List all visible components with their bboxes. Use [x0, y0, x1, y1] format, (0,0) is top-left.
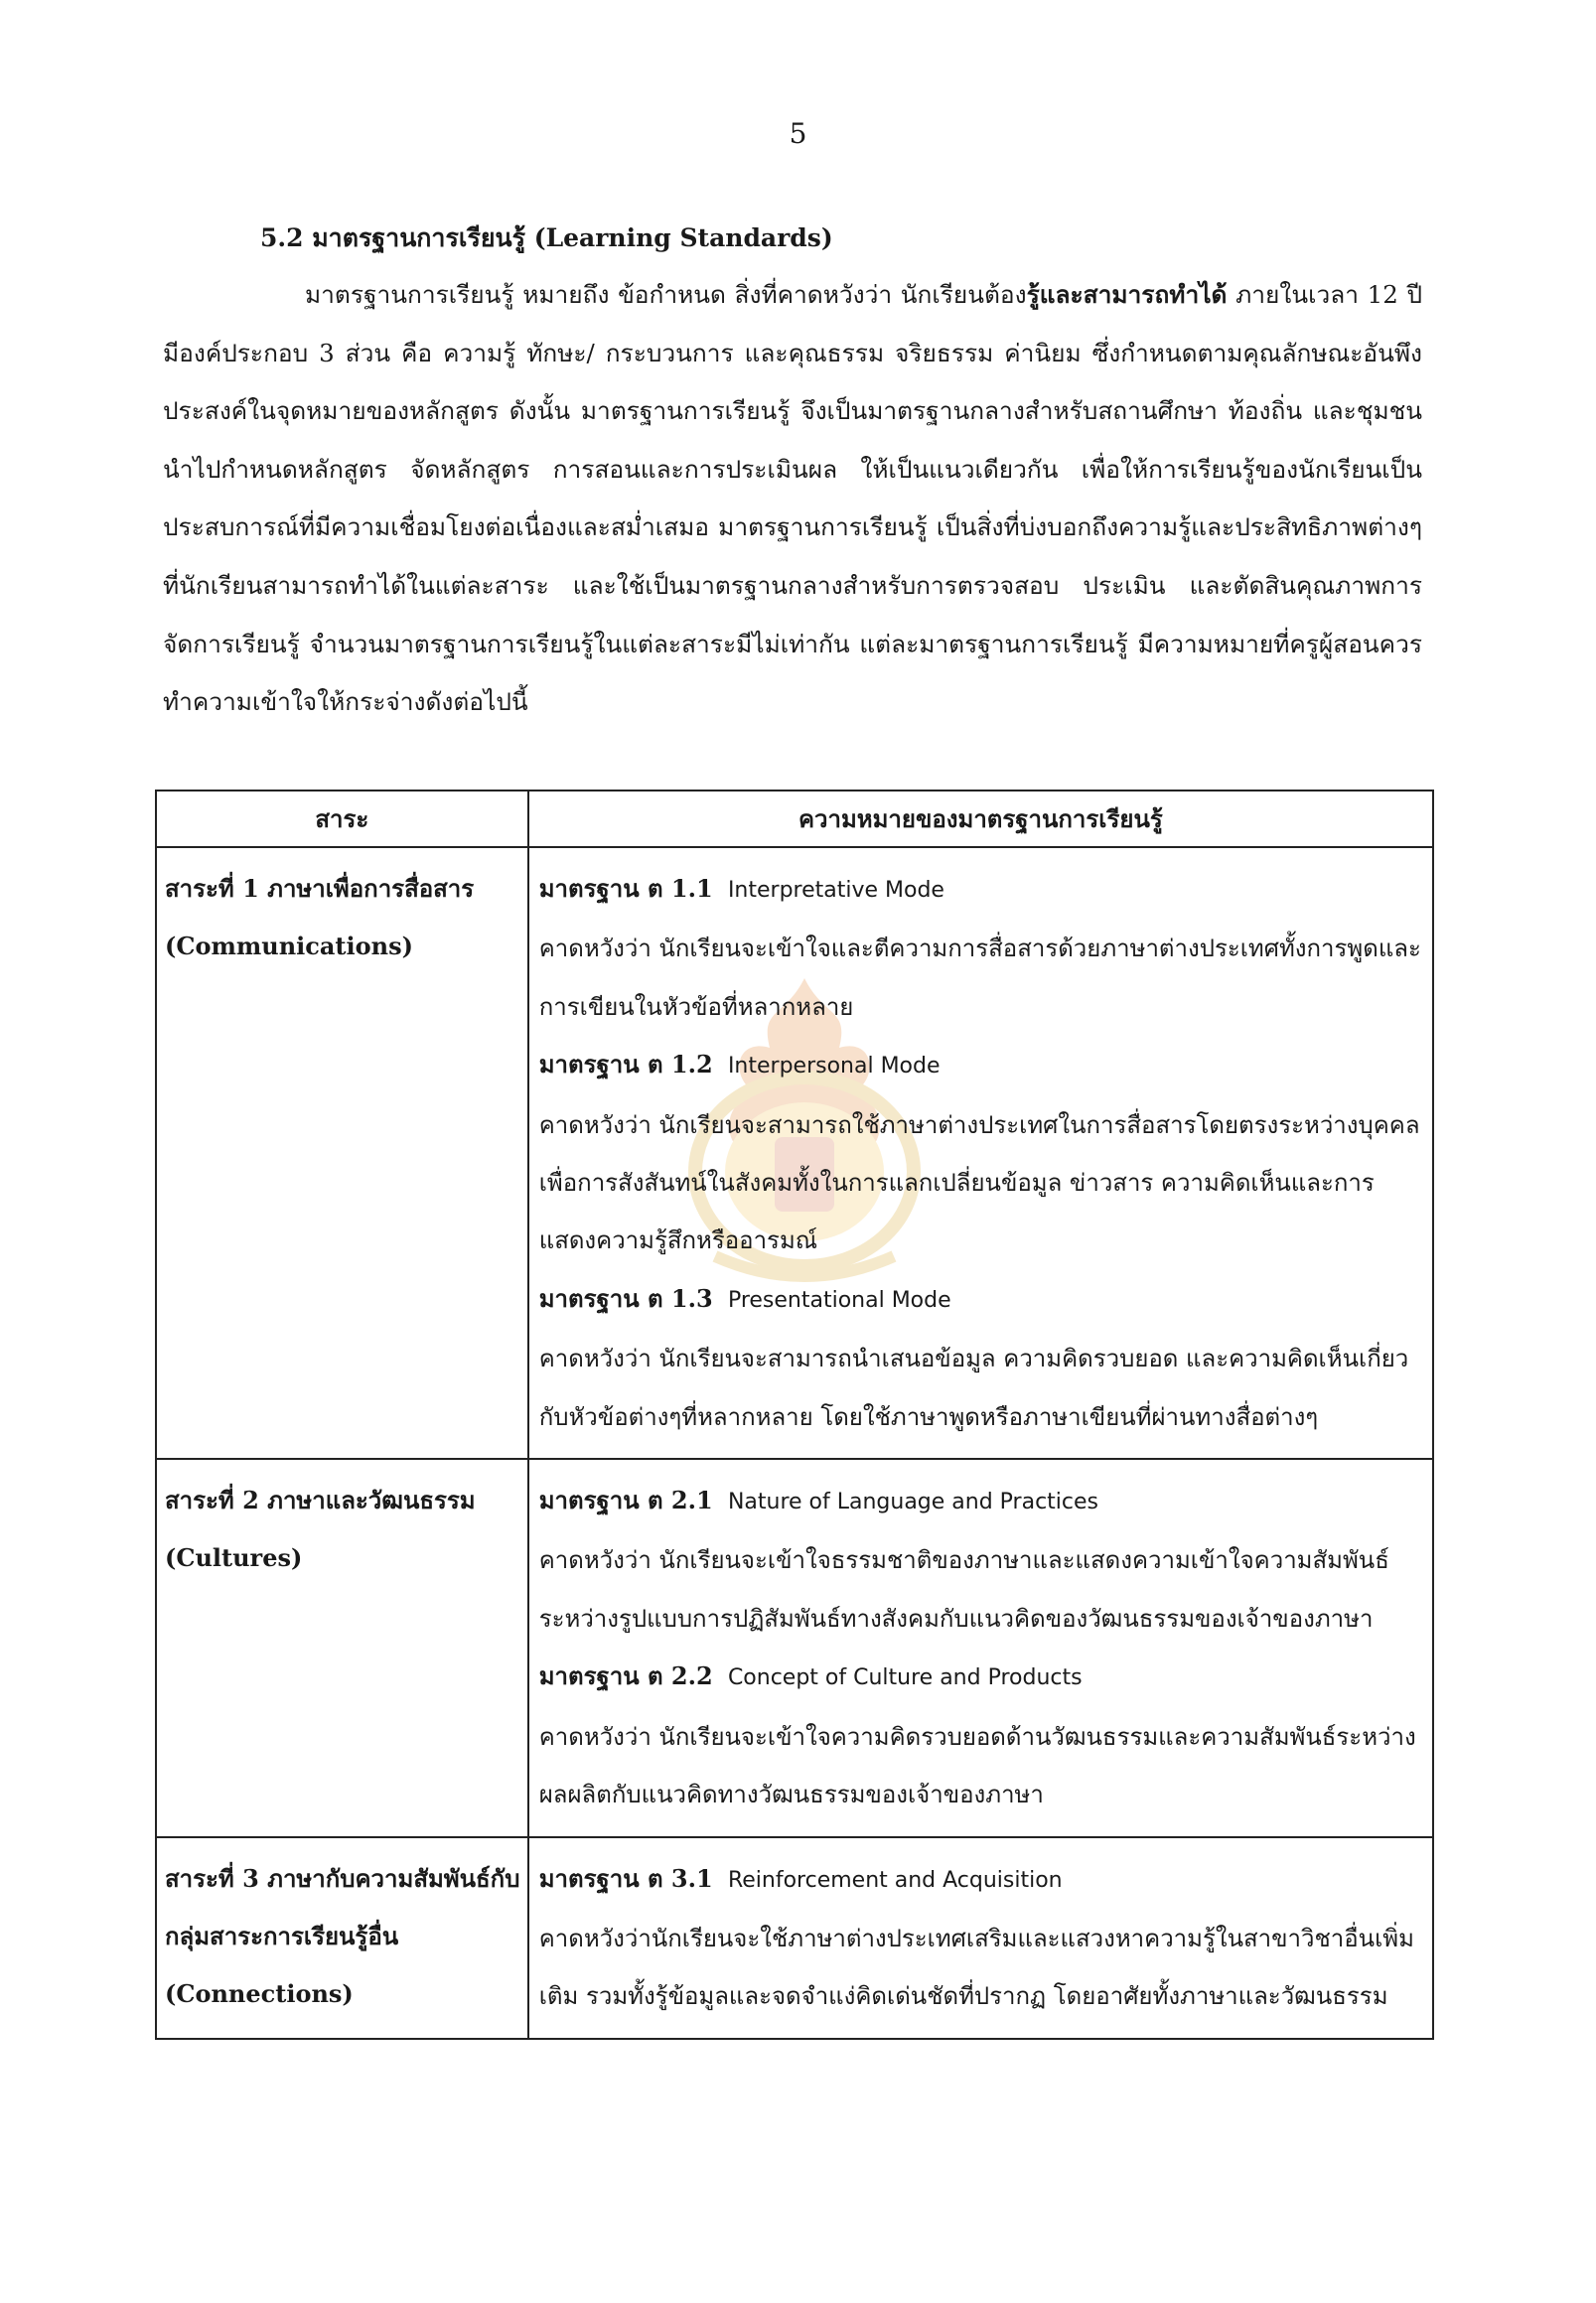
standard-code: มาตรฐาน ต 1.1	[538, 874, 713, 903]
standard-title	[539, 860, 1424, 920]
strand-cell	[156, 1837, 528, 2039]
strand-english: (Communications)	[165, 932, 413, 960]
standard-mode: Interpersonal Mode	[727, 1054, 941, 1080]
intro-text-1: มาตรฐานการเรียนรู้ หมายถึง ข้อกำหนด สิ่งที่คาดหวังว่า นักเรียนต้อง	[305, 280, 1027, 309]
section-heading: 5.2 มาตรฐานการเรียนรู้ (Learning Standards)	[260, 223, 833, 252]
standard-title	[539, 1850, 1424, 1910]
standard-description: คาดหวังว่า นักเรียนจะเข้าใจและตีความการสื่อสารด้วยภาษาต่างประเทศทั้งการพูดและการเขียนในหัวข้อที่หลากหลาย	[538, 935, 1421, 1021]
standard-code: มาตรฐาน ต 2.2	[538, 1661, 713, 1691]
strand-cell	[156, 847, 528, 1459]
meaning-cell	[528, 1459, 1433, 1836]
standard-description: คาดหวังว่านักเรียนจะใช้ภาษาต่างประเทศเสริมและแสวงหาความรู้ในสาขาวิชาอื่นเพิ่มเติม รวมทั้งรู้ข้อมูลและจดจำแง่คิดเด่นชัดที่ปรากฏ โดยอาศัยทั้งภาษาและวัฒนธรรม	[538, 1924, 1414, 2011]
standard-mode: Presentational Mode	[727, 1287, 951, 1313]
intro-text-2: ภายในเวลา 12 ปี มีองค์ประกอบ 3 ส่วน คือ ความรู้ ทักษะ/ กระบวนการ และคุณธรรม จริยธรรม ค่านิยม ซึ่งกำหนดตามคุณลักษณะอันพึงประสงค์ในจุดหมายของหลักสูตร ดังนั้น มาตรฐานการเรียนรู้ จึงเป็นมาตรฐานกลางสำหรับสถานศึกษา ท้องถิ่น และชุมชน นำไปกำหนดหลักสูตร จัดหลักสูตร การสอนและการประเมินผล ให้เป็นแนวเดียวกัน เพื่อให้การเรียนรู้ของนักเรียนเป็นประสบการณ์ที่มีความเชื่อมโยงต่อเนื่องและสม่ำเสมอ มาตรฐานการเรียนรู้ เป็นสิ่งที่บ่งบอกถึงความรู้และประสิทธิภาพต่างๆ ที่นักเรียนสามารถทำได้ในแต่ละสาระ และใช้เป็นมาตรฐานกลางสำหรับการตรวจสอบ ประเมิน และตัดสินคุณภาพการจัดการเรียนรู้ จำนวนมาตรฐานการเรียนรู้ในแต่ละสาระมีไม่เท่ากัน แต่ละมาตรฐานการเรียนรู้ มีความหมายที่ครูผู้สอนควรทำความเข้าใจให้กระจ่างดังต่อไปนี้	[163, 280, 1423, 717]
standard-title	[539, 1648, 1424, 1707]
standard-code: มาตรฐาน ต 2.1	[538, 1486, 713, 1515]
standard-description: คาดหวังว่า นักเรียนจะสามารถนำเสนอข้อมูล ความคิดรวบยอด และความคิดเห็นเกี่ยวกับหัวข้อต่างๆที่หลากหลาย โดยใช้ภาษาพูดหรือภาษาเขียนที่ผ่านทางสื่อต่างๆ	[538, 1345, 1409, 1431]
intro-paragraph	[163, 266, 1422, 732]
meaning-cell	[528, 847, 1433, 1459]
standard-description: คาดหวังว่า นักเรียนจะสามารถใช้ภาษาต่างประเทศในการสื่อสารโดยตรงระหว่างบุคคลเพื่อการสังสันทน์ในสังคมทั้งในการแลกเปลี่ยนข้อมูล ข่าวสาร ความคิดเห็นและการแสดงความรู้สึกหรืออารมณ์	[538, 1110, 1420, 1255]
table-row	[156, 1459, 1433, 1836]
table-row	[156, 847, 1433, 1459]
standard-description: คาดหวังว่า นักเรียนจะเข้าใจธรรมชาติของภาษาและแสดงความเข้าใจความสัมพันธ์ระหว่างรูปแบบการปฏิสัมพันธ์ทางสังคมกับแนวคิดของวัฒนธรรมของเจ้าของภาษา	[538, 1546, 1389, 1633]
standard-title	[539, 1270, 1424, 1330]
strand-name: สาระที่ 3 ภาษากับความสัมพันธ์กับกลุ่มสาระการเรียนรู้อื่น	[165, 1863, 520, 1950]
standard-description: คาดหวังว่า นักเรียนจะเข้าใจความคิดรวบยอดด้านวัฒนธรรมและความสัมพันธ์ระหว่างผลผลิตกับแนวคิดทางวัฒนธรรมของเจ้าของภาษา	[538, 1722, 1416, 1809]
table-row	[156, 1837, 1433, 2039]
header-strand: สาระ	[156, 791, 528, 847]
strand-cell	[156, 1459, 528, 1836]
standards-table	[155, 790, 1434, 2040]
strand-english: (Connections)	[165, 1978, 354, 2008]
standard-mode: Interpretative Mode	[727, 878, 944, 903]
standard-code: มาตรฐาน ต 1.2	[538, 1050, 713, 1080]
page-number: 5	[789, 117, 807, 150]
table-header-row	[156, 791, 1433, 847]
standard-title	[539, 1472, 1424, 1531]
standard-title	[539, 1036, 1424, 1095]
standard-mode: Nature of Language and Practices	[727, 1490, 1099, 1515]
standard-code: มาตรฐาน ต 3.1	[538, 1863, 713, 1893]
meaning-cell	[528, 1837, 1433, 2039]
standard-code: มาตรฐาน ต 1.3	[538, 1283, 713, 1313]
intro-emphasis: รู้และสามารถทำได้	[1026, 280, 1228, 309]
standard-mode: Reinforcement and Acquisition	[727, 1867, 1063, 1893]
header-meaning: ความหมายของมาตรฐานการเรียนรู้	[528, 791, 1433, 847]
strand-name: สาระที่ 1 ภาษาเพื่อการสื่อสาร	[165, 874, 475, 903]
strand-name: สาระที่ 2 ภาษาและวัฒนธรรม	[165, 1486, 476, 1515]
strand-english: (Cultures)	[165, 1543, 303, 1573]
standard-mode: Concept of Culture and Products	[727, 1665, 1083, 1691]
